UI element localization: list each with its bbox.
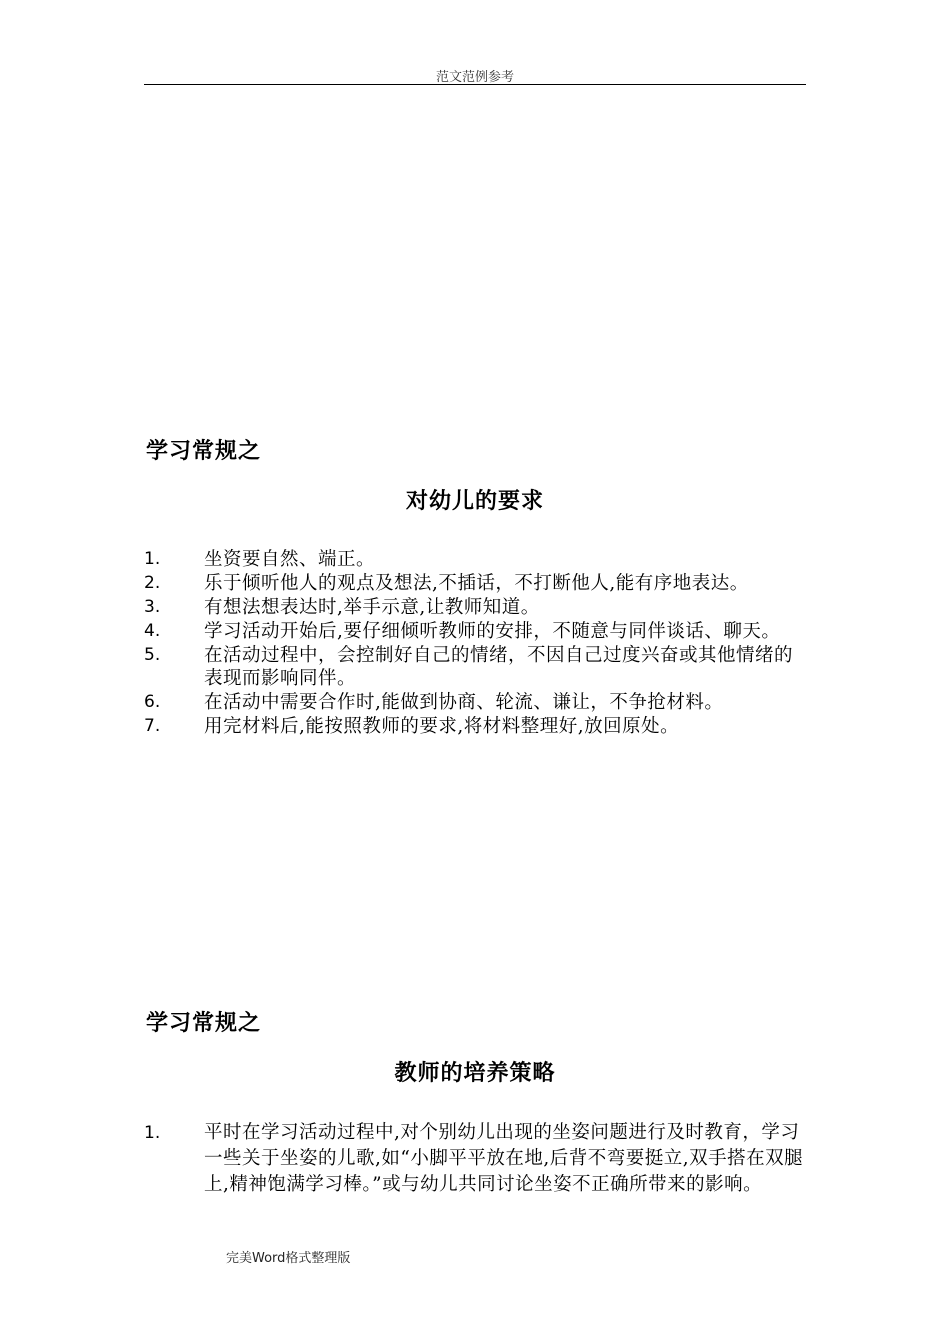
item-number: 2. [144,573,161,593]
list-item [144,572,808,595]
section2-subtitle: 教师的培养策略 [394,1060,556,1086]
item-number: 6. [144,692,161,712]
list-item [144,620,808,643]
section2-list [144,1120,808,1198]
page-header: 范文范例参考 [435,70,514,85]
section1-list [144,548,808,739]
list-item [144,548,808,571]
item-text: 在活动中需要合作时,能做到协商、轮流、谦让，不争抢材料。 [204,692,724,713]
list-item [144,644,808,690]
item-text: 学习活动开始后,要仔细倾听教师的安排，不随意与同伴谈话、聊天。 [204,621,781,642]
item-number: 4. [144,621,161,641]
item-text: 乐于倾听他人的观点及想法,不插话，不打断他人,能有序地表达。 [204,573,749,594]
header-divider [144,84,806,85]
item-number: 1. [144,1123,161,1143]
list-item [144,596,808,619]
section2-title: 学习常规之 [146,1010,262,1036]
item-number: 5. [144,645,161,665]
page-footer: 完美Word格式整理版 [226,1251,351,1266]
item-text: 坐资要自然、端正。 [204,549,376,570]
list-item [144,715,808,738]
item-number: 3. [144,597,161,617]
section1-subtitle: 对幼儿的要求 [405,488,544,514]
item-text: 在活动过程中，会控制好自己的情绪，不因自己过度兴奋或其他情绪的表现而影响同伴。 [204,645,794,689]
list-item [144,1120,808,1198]
section1-title: 学习常规之 [146,438,262,464]
item-number: 1. [144,549,161,569]
item-number: 7. [144,716,161,736]
item-text: 平时在学习活动过程中,对个别幼儿出现的坐姿问题进行及时教育，学习一些关于坐姿的儿歌,如“小脚平平放在地,后背不弯要挺立,双手搭在双腿上,精神饱满学习棒。”或与幼儿共同讨论坐姿不正确所带来的影响。 [204,1122,804,1195]
item-text: 有想法想表达时,举手示意,让教师知道。 [204,597,540,618]
item-text: 用完材料后,能按照教师的要求,将材料整理好,放回原处。 [204,716,680,737]
list-item [144,691,808,714]
